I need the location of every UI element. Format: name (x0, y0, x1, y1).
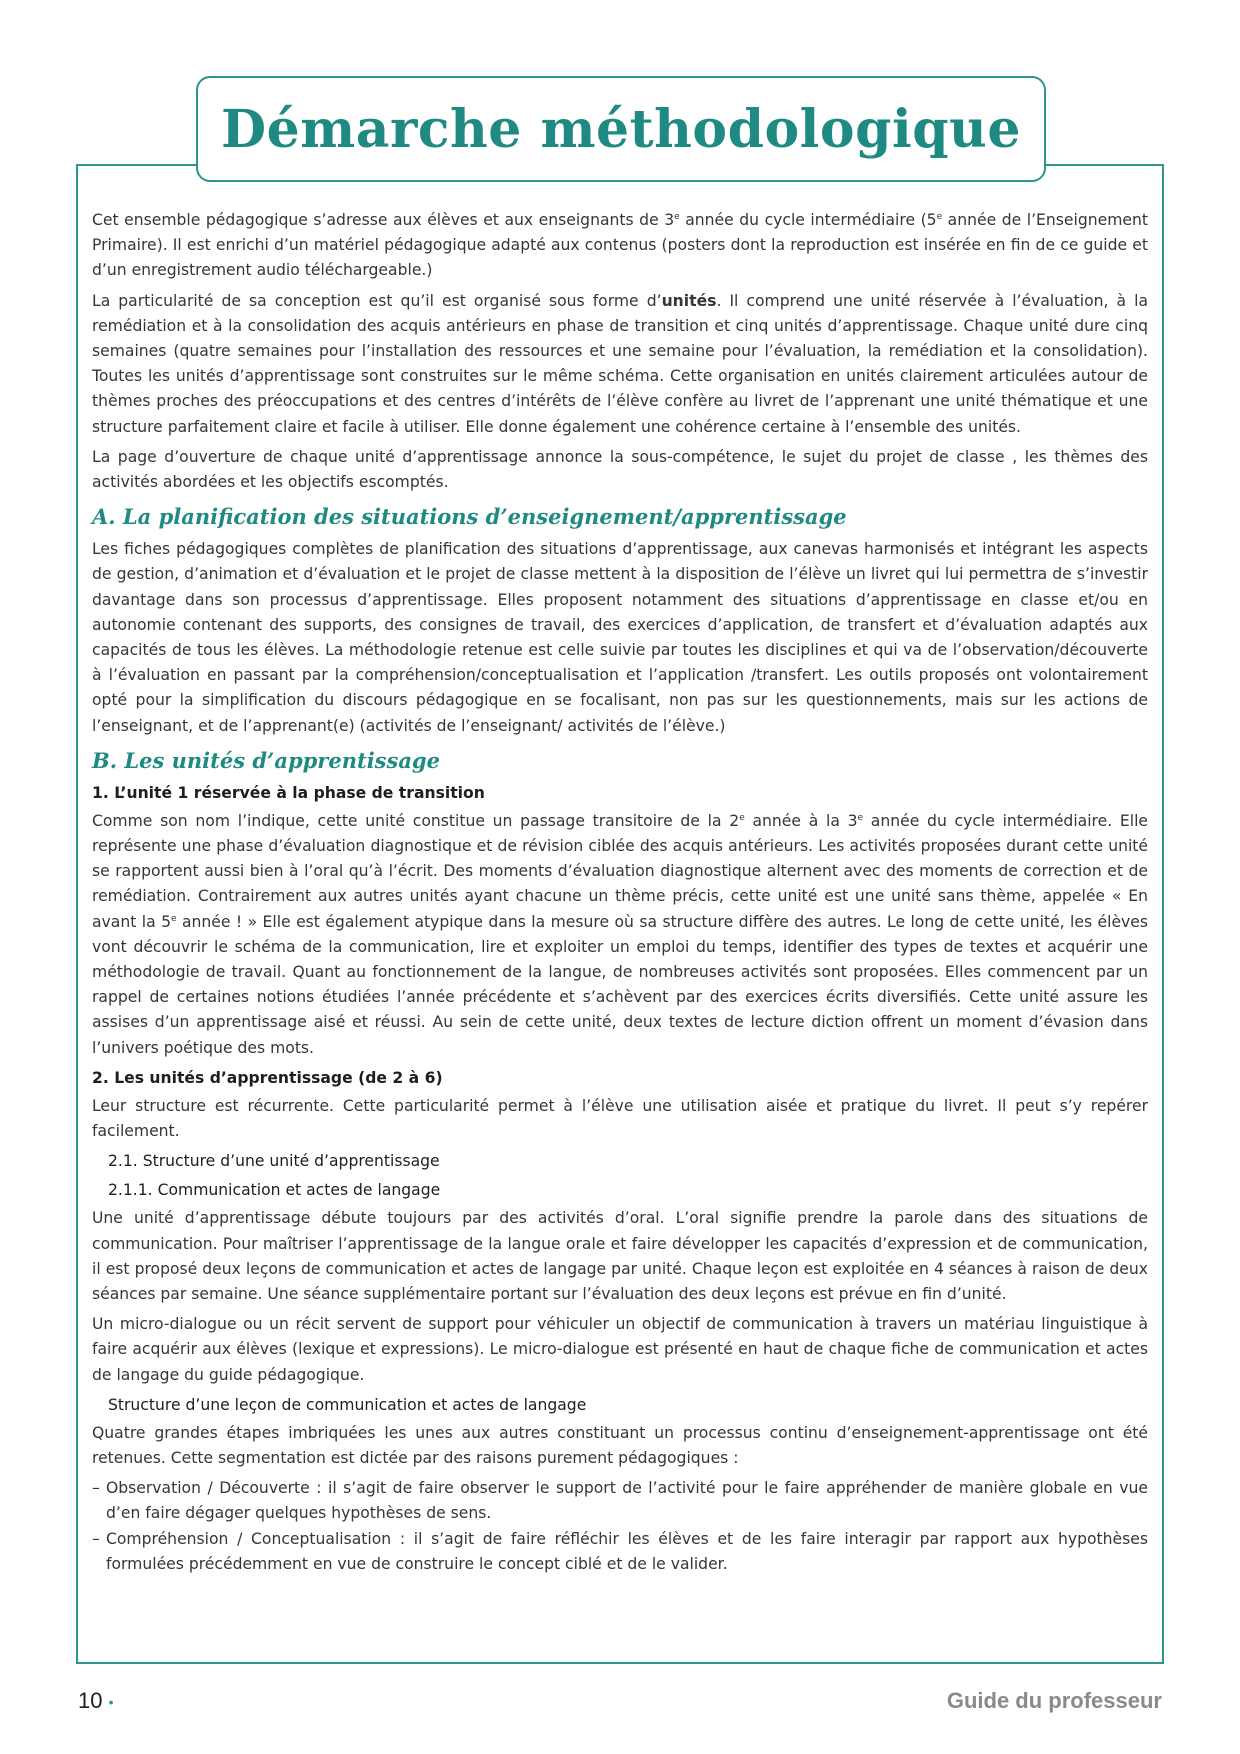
list-item: – Compréhension / Conceptualisation : il s’agit de faire réfléchir les élèves et de les faire interagir par rapport aux hypothèses formulées précédemment en vue de construire le concept ciblé et de le valider. (92, 1529, 1148, 1573)
lesson-structure-heading: Structure d’une leçon de communication et actes de langage (108, 1395, 587, 1414)
main-content (92, 208, 1148, 1577)
subsection-2-heading: 2. Les unités d’apprentissage (de 2 à 6) (92, 1068, 443, 1087)
subsection-1-paragraph: Comme son nom l’indique, cette unité constitue un passage transitoire de la 2e année à la 3e année du cycle intermédiaire. Elle représente une phase d’évaluation diagnostique et de révision ciblée des acquis antérieurs. Les activités proposées durant cette unité se rapportent aussi bien à l’oral qu’à l’écrit. Des moments d’évaluation diagnostique alternent avec des moments de correction et de remédiation. Contrairement aux autres unités ayant chacune un thème précis, cette unité est une unité sans thème, appelée « En avant la 5e année ! » Elle est également atypique dans la mesure où sa structure diffère des autres. Le long de cette unité, les élèves vont découvrir le schéma de la communication, lire et exploiter un emploi du temps, identifier des types de textes et acquérir une méthodologie de travail. Quant au fonctionnement de la langue, de nombreuses activités sont proposées. Elles commencent par un rappel de certaines notions étudiées l’année précédente et s’achèvent par des exercices écrits diversifiés. Cette unité assure les assises d’un apprentissage aisé et réussi. Au sein de cette unité, deux textes de lecture diction offrent un moment d’évasion dans l’univers poétique des mots. (92, 811, 1148, 1057)
list-item: – Observation / Découverte : il s’agit de faire observer le support de l’activité pour le faire appréhender de manière globale en vue d’en faire dégager quelques hypothèses de sens. (92, 1479, 1148, 1523)
title-box (196, 76, 1046, 182)
intro-paragraph-2: La particularité de sa conception est qu’il est organisé sous forme d’unités. Il comprend une unité réservée à l’évaluation, à la remédiation et à la consolidation des acquis antérieurs en phase de transition et cinq unités d’apprentissage. Chaque unité dure cinq semaines (quatre semaines pour l’installation des ressources et une semaine pour l’évaluation, la remédiation et la consolidation). Toutes les unités d’apprentissage sont construites sur le même schéma. Cette organisation en unités clairement articulées autour de thèmes proches des préoccupations et des centres d’intérêts de l’élève confère au livret de l’apprenant une unité thématique et une structure parfaitement claire et facile à utiliser. Elle donne également une cohérence certaine à l’ensemble des unités. (92, 291, 1149, 436)
section-a-paragraph: Les fiches pédagogiques complètes de planification des situations d’apprentissage, aux canevas harmonisés et intégrant les aspects de gestion, d’animation et d’évaluation et le projet de classe mettent à la disposition de l’élève un livret qui lui permettra de s’investir davantage dans son processus d’apprentissage. Elles proposent notamment des situations d’apprentissage en classe et/ou en autonomie contenant des supports, des consignes de travail, des exercices d’application, de transfert et d’évaluation adaptés aux capacités de tous les élèves. La méthodologie retenue est celle suivie par toutes les disciplines et qui va de l’observation/découverte à l’évaluation en passant par la compréhension/conceptualisation et l’application /transfert. Les outils proposés ont volontairement opté pour la simplification du discours pédagogique en se focalisant, non pas sur les questionnements, mais sur les actions de l’enseignant, et de l’apprenant(e) (activités de l’enseignant/ activités de l’élève.) (92, 540, 1148, 735)
subsection-2-1-heading: 2.1. Structure d’une unité d’apprentissage (108, 1152, 440, 1171)
bullet-icon: • (108, 1694, 114, 1711)
page-title: Démarche méthodologique (221, 98, 1021, 160)
intro-paragraph-1: Cet ensemble pédagogique s’adresse aux élèves et aux enseignants de 3e année du cycle intermédiaire (5e année de l’Enseignement Primaire). Il est enrichi d’un matériel pédagogique adapté aux contenus (posters dont la reproduction est insérée en fin de ce guide et d’un enregistrement audio téléchargeable.) (92, 211, 1148, 280)
section-b-heading: B. Les unités d’apprentissage (92, 747, 440, 773)
subsection-2-1-1-heading: 2.1.1. Communication et actes de langage (108, 1181, 441, 1200)
lesson-structure-paragraph: Quatre grandes étapes imbriquées les unes aux autres constituant un processus continu d’enseignement-apprentissage ont été retenues. Cette segmentation est dictée par des raisons purement pédagogiques : (92, 1423, 1148, 1467)
communication-paragraph-1: Une unité d’apprentissage débute toujours par des activités d’oral. L’oral signifie prendre la parole dans des situations de communication. Pour maîtriser l’apprentissage de la langue orale et faire développer les capacités d’expression et de communication, il est proposé deux leçons de communication et actes de langage par unité. Chaque leçon est exploitée en 4 séances à raison de deux séances par semaine. Une séance supplémentaire portant sur l’évaluation des deux leçons est prévue en fin d’unité. (92, 1209, 1148, 1303)
section-a-heading: A. La planification des situations d’enseignement/apprentissage (92, 504, 847, 530)
subsection-2-paragraph: Leur structure est récurrente. Cette particularité permet à l’élève une utilisation aisée et pratique du livret. Il peut s’y repérer facilement. (92, 1096, 1148, 1141)
subsection-1-heading: 1. L’unité 1 réservée à la phase de transition (92, 783, 485, 802)
communication-paragraph-2: Un micro-dialogue ou un récit servent de support pour véhiculer un objectif de communication à travers un matériau linguistique à faire acquérir aux élèves (lexique et expressions). Le micro-dialogue est présenté en haut de chaque fiche de communication et actes de langage du guide pédagogique. (92, 1315, 1148, 1384)
intro-paragraph-3: La page d’ouverture de chaque unité d’apprentissage annonce la sous-compétence, le sujet du projet de classe , les thèmes des activités abordées et les objectifs escomptés. (92, 447, 1148, 492)
page-number: 10 • (78, 1688, 114, 1713)
steps-list (92, 1476, 1148, 1577)
footer-guide-label: Guide du professeur (946, 1688, 1162, 1713)
